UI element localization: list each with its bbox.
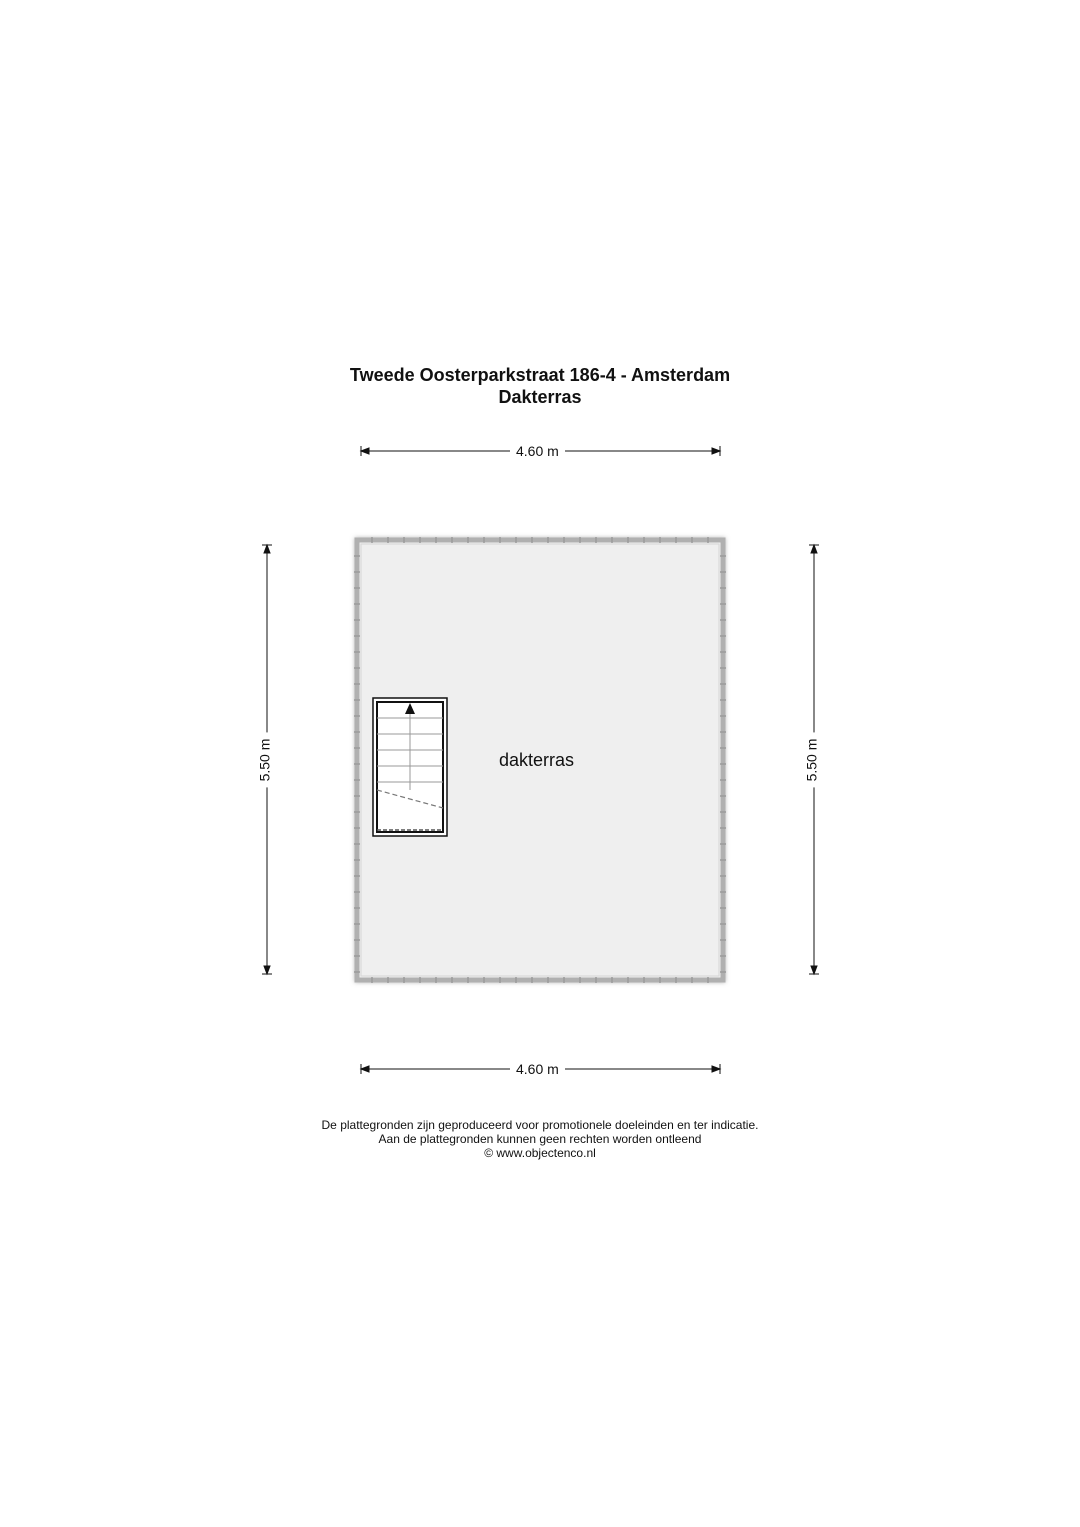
disclaimer-line-1: De plattegronden zijn geproduceerd voor promotionele doeleinden en ter indicatie.	[321, 1118, 759, 1132]
plan-address: Tweede Oosterparkstraat 186-4 - Amsterdam	[349, 365, 731, 385]
room-label-dakterras: dakterras	[499, 750, 575, 770]
dimension-right-height: 5.50 m	[803, 733, 819, 788]
dimension-left-height: 5.50 m	[256, 733, 272, 788]
plan-floor-name: Dakterras	[498, 387, 582, 407]
copyright-line: © www.objectenco.nl	[484, 1146, 596, 1160]
dimension-top-width: 4.60 m	[510, 443, 565, 459]
disclaimer-line-2: Aan de plattegronden kunnen geen rechten worden ontleend	[378, 1132, 702, 1146]
stair-icon	[373, 698, 447, 836]
dimension-bottom-width: 4.60 m	[510, 1061, 565, 1077]
